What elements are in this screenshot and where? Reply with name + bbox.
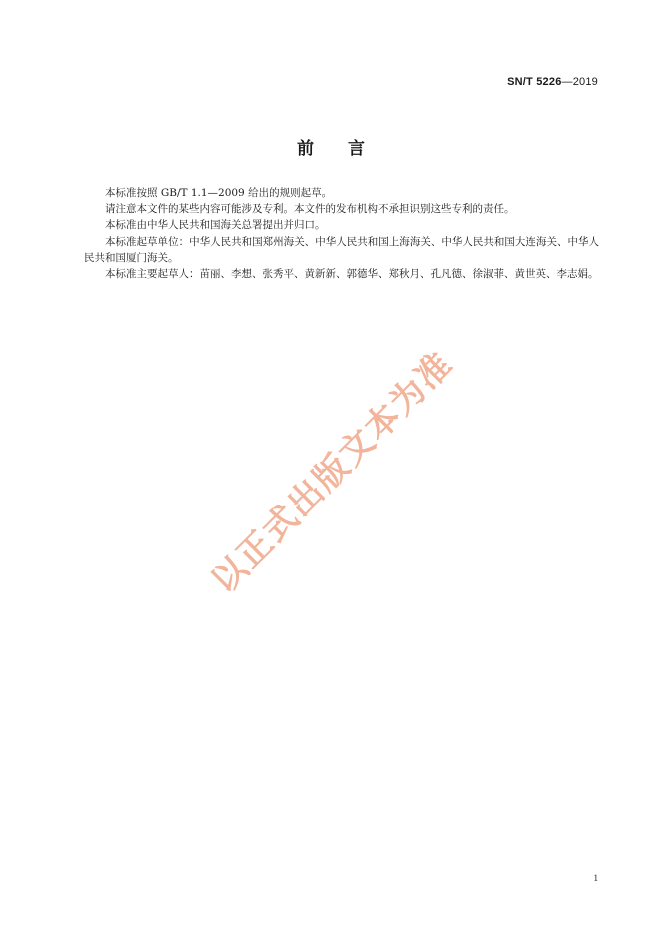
paragraph-patent-notice: 请注意本文件的某些内容可能涉及专利。本文件的发布机构不承担识别这些专利的责任。 — [105, 203, 515, 216]
paragraph-drafting-units: 本标准起草单位：中华人民共和国郑州海关、中华人民共和国上海海关、中华人民共和国大连海关、中华人民共和国厦门海关。 — [84, 235, 599, 264]
foreword-body — [84, 185, 599, 282]
page-title: 前言 — [297, 139, 399, 159]
paragraph-drafting-rules: 本标准按照 GB/T 1.1—2009 给出的规则起草。 — [105, 187, 333, 199]
standard-year: 2019 — [572, 76, 598, 88]
paragraph-proposer: 本标准由中华人民共和国海关总署提出并归口。 — [105, 219, 326, 232]
page-number: 1 — [593, 873, 598, 883]
code-separator: — — [561, 76, 573, 88]
watermark-text: 以正式出版文本为准 — [203, 343, 462, 602]
paragraph-drafters: 本标准主要起草人：苗丽、李想、张秀平、黄新新、郭德华、郑秋月、孔凡德、徐淑菲、黄世英、李志娟。 — [105, 268, 599, 281]
standard-code: SN/T 5226 — [507, 76, 562, 88]
standard-code-header — [507, 76, 598, 88]
